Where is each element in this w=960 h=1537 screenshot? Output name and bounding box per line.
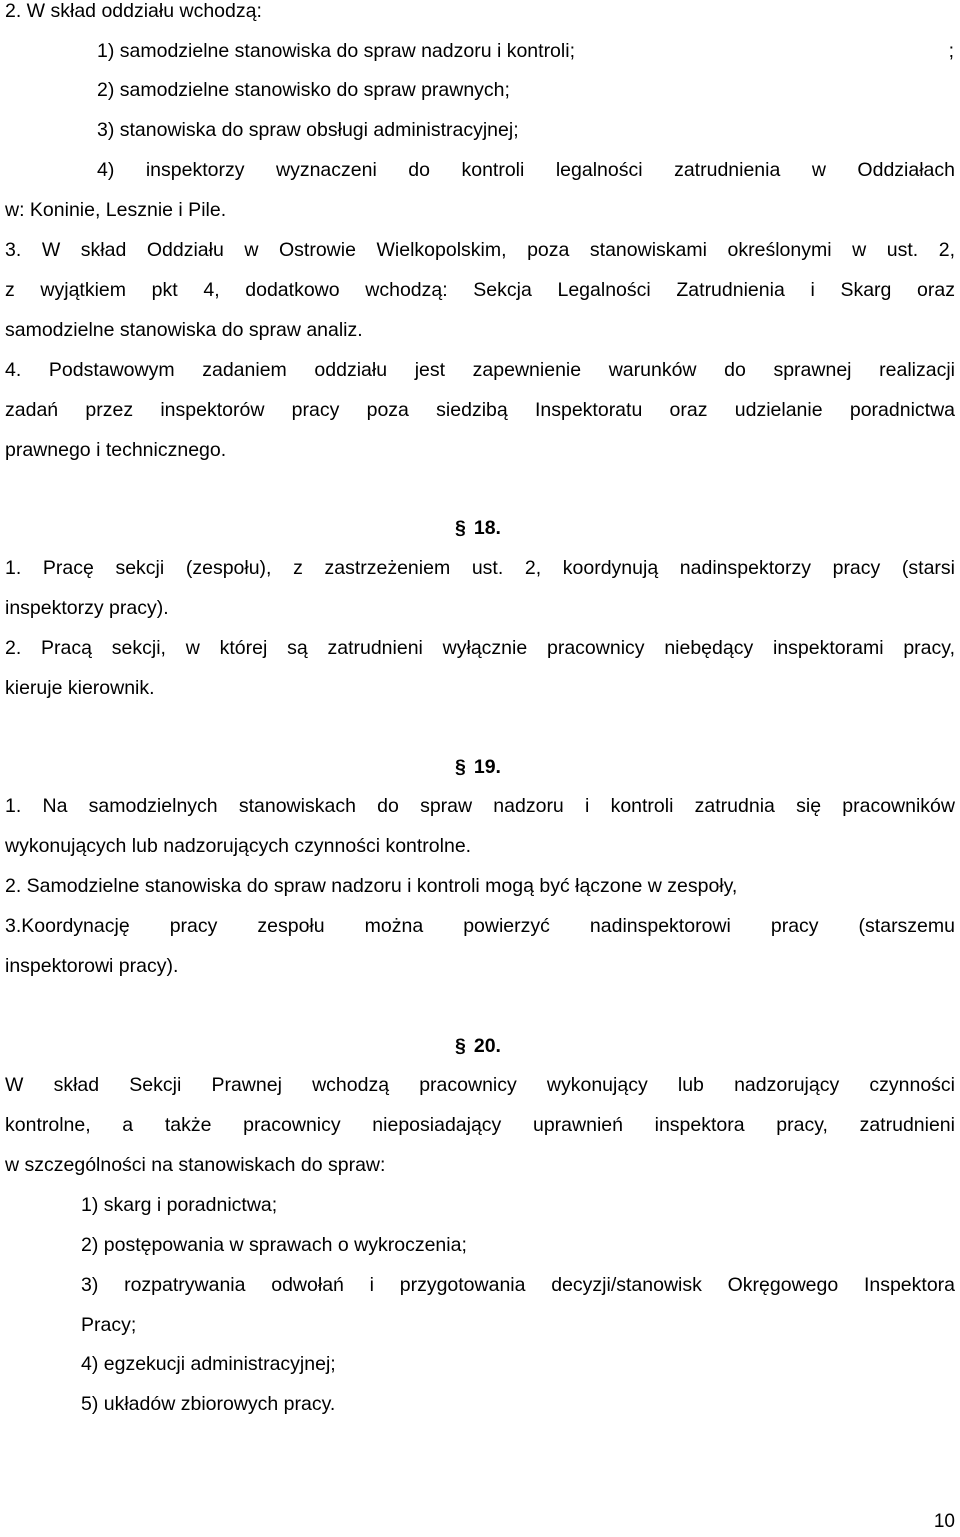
section-number: 20. bbox=[473, 1035, 501, 1057]
s20-list-item-4: 4) egzekucji administracyjnej; bbox=[81, 1353, 336, 1375]
section-number: 18. bbox=[473, 517, 501, 539]
s20-list-item-1: 1) skarg i poradnictwa; bbox=[81, 1194, 278, 1216]
paragraph-4-line-1: 4. Podstawowym zadaniem oddziału jest zapewnienie warunków do sprawnej realizacji bbox=[5, 359, 955, 381]
section-symbol: § bbox=[455, 1035, 466, 1057]
s18-paragraph-2-line-2: kieruje kierownik. bbox=[5, 677, 155, 699]
s19-paragraph-1-line-1: 1. Na samodzielnych stanowiskach do spraw nadzoru i kontroli zatrudnia się pracowników bbox=[5, 795, 955, 817]
s20-intro-line-1: W skład Sekcji Prawnej wchodzą pracownicy wykonujący lub nadzorujący czynności bbox=[5, 1074, 955, 1096]
s20-list-item-3-continuation: Pracy; bbox=[81, 1314, 137, 1336]
list-item-2: 2) samodzielne stanowisko do spraw prawnych; bbox=[97, 79, 510, 101]
list-item-4-continuation: w: Koninie, Lesznie i Pile. bbox=[5, 199, 227, 221]
stray-semicolon: ; bbox=[948, 40, 954, 62]
s19-paragraph-2: 2. Samodzielne stanowiska do spraw nadzoru i kontroli mogą być łączone w zespoły, bbox=[5, 875, 738, 897]
s19-paragraph-1-line-2: wykonujących lub nadzorujących czynności kontrolne. bbox=[5, 835, 472, 857]
list-item-3: 3) stanowiska do spraw obsługi administracyjnej; bbox=[97, 119, 519, 141]
section-19-heading bbox=[455, 747, 501, 787]
s18-paragraph-2-line-1: 2. Pracą sekcji, w której są zatrudnieni wyłącznie pracownicy niebędący inspektorami pracy, bbox=[5, 637, 955, 659]
section-symbol: § bbox=[455, 517, 466, 539]
paragraph-3-line-2: z wyjątkiem pkt 4, dodatkowo wchodzą: Sekcja Legalności Zatrudnienia i Skarg oraz bbox=[5, 279, 955, 301]
s19-paragraph-3-line-2: inspektorowi pracy). bbox=[5, 955, 179, 977]
s20-list-item-3: 3) rozpatrywania odwołań i przygotowania decyzji/stanowisk Okręgowego Inspektora bbox=[81, 1274, 955, 1296]
s20-list-item-5: 5) układów zbiorowych pracy. bbox=[81, 1393, 336, 1415]
s20-intro-line-2: kontrolne, a także pracownicy nieposiadający uprawnień inspektora pracy, zatrudnieni bbox=[5, 1114, 955, 1136]
section-number: 19. bbox=[473, 756, 501, 778]
s18-paragraph-1-line-2: inspektorzy pracy). bbox=[5, 597, 169, 619]
paragraph-2-heading: 2. W skład oddziału wchodzą: bbox=[5, 0, 262, 22]
list-item-4: 4) inspektorzy wyznaczeni do kontroli legalności zatrudnienia w Oddziałach bbox=[97, 159, 955, 181]
s19-paragraph-3-line-1: 3.Koordynację pracy zespołu można powierzyć nadinspektorowi pracy (starszemu bbox=[5, 915, 955, 937]
paragraph-4-line-2: zadań przez inspektorów pracy poza siedzibą Inspektoratu oraz udzielanie poradnictwa bbox=[5, 399, 955, 421]
list-item-1: 1) samodzielne stanowiska do spraw nadzoru i kontroli; bbox=[97, 40, 575, 62]
section-20-heading bbox=[455, 1026, 501, 1066]
paragraph-3-line-3: samodzielne stanowiska do spraw analiz. bbox=[5, 319, 363, 341]
paragraph-3-line-1: 3. W skład Oddziału w Ostrowie Wielkopolskim, poza stanowiskami określonymi w ust. 2, bbox=[5, 239, 955, 261]
s20-list-item-2: 2) postępowania w sprawach o wykroczenia; bbox=[81, 1234, 467, 1256]
section-symbol: § bbox=[455, 756, 466, 778]
paragraph-4-line-3: prawnego i technicznego. bbox=[5, 439, 227, 461]
section-18-heading bbox=[455, 508, 501, 548]
page-number: 10 bbox=[933, 1511, 955, 1532]
s20-intro-line-3: w szczególności na stanowiskach do spraw: bbox=[5, 1154, 386, 1176]
s18-paragraph-1-line-1: 1. Pracę sekcji (zespołu), z zastrzeżeniem ust. 2, koordynują nadinspektorzy pracy (starsi bbox=[5, 557, 955, 579]
